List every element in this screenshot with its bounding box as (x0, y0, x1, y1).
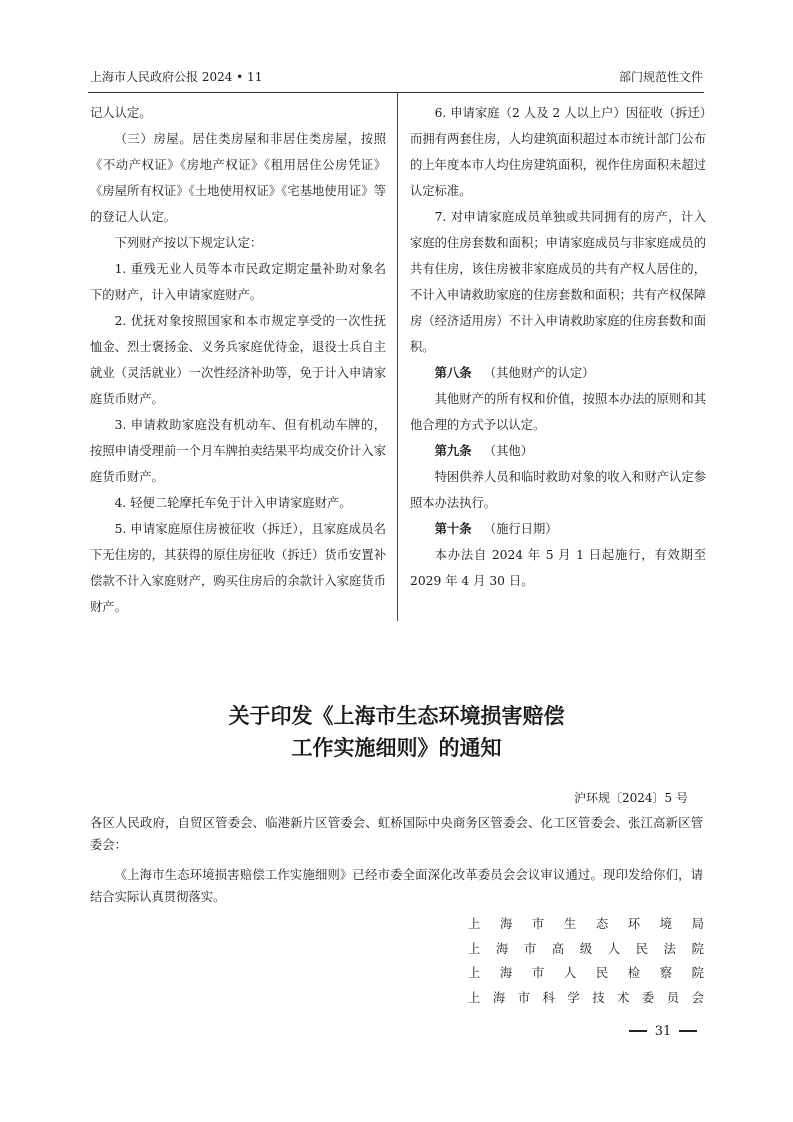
signer-char: 海 (492, 990, 506, 1005)
header-divider (88, 92, 704, 93)
left-column (90, 100, 386, 620)
article-title: （其他） (483, 444, 533, 458)
signer (468, 986, 704, 1011)
signer-char: 海 (499, 917, 513, 931)
notice-title (90, 700, 703, 764)
paragraph: 特困供养人员和临时救助对象的收入和财产认定参照本办法执行。 (410, 470, 706, 510)
paragraph: 6. 申请家庭（2 人及 2 人以上户）因征收（拆迁）而拥有两套住房，人均建筑面积超过本市统计部门公布的上年度本市人均住房建筑面积，视作住房面积未超过认定标准。 (410, 106, 706, 198)
article-title: （其他财产的认定） (483, 366, 595, 380)
signer-char: 员 (666, 990, 680, 1005)
article-heading (410, 516, 706, 542)
notice-paragraph: 《上海市生态环境损害赔偿工作实施细则》已经市委全面深化改革委员会会议审议通过。现印发给你们，请结合实际认真贯彻落实。 (90, 868, 703, 904)
signer-char: 海 (495, 941, 509, 956)
signer-char: 生 (563, 917, 577, 931)
article-label: 第九条 (434, 444, 472, 458)
dash-right (679, 1030, 697, 1032)
signer-char: 委 (641, 990, 655, 1005)
notice-body (90, 812, 703, 908)
signer-char: 科 (542, 990, 555, 1005)
signer-char: 市 (517, 990, 530, 1005)
page-number (622, 1021, 704, 1041)
right-column (410, 100, 706, 594)
signer-char: 察 (659, 966, 673, 980)
article-label: 第十条 (434, 522, 472, 536)
signer-char: 态 (595, 917, 609, 931)
signer-char: 院 (691, 941, 704, 956)
article-label: 第八条 (434, 366, 472, 380)
signer-char: 学 (567, 990, 580, 1005)
header-section: 部门规范性文件 (618, 69, 703, 84)
page-header (90, 66, 703, 86)
header-publication: 上海市人民政府公报 2024 • 11 (90, 69, 263, 84)
recipients: 各区人民政府，自贸区管委会、临港新片区管委会、虹桥国际中央商务区管委会、化工区管委会、张江高新区管委会： (90, 816, 703, 852)
article-title: （施行日期） (483, 522, 558, 536)
signer-char: 上 (468, 941, 481, 956)
article-heading (410, 360, 706, 386)
dash-left (629, 1030, 647, 1032)
signer-char: 民 (635, 941, 649, 956)
signer-char: 会 (691, 990, 704, 1005)
paragraph: 本办法自 2024 年 5 月 1 日起施行，有效期至 2029 年 4 月 30 日。 (410, 548, 706, 588)
notice-title-line: 关于印发《上海市生态环境损害赔偿 (228, 704, 565, 728)
signer-char: 市 (523, 941, 537, 956)
signer-char: 法 (663, 941, 676, 956)
signer-char: 人 (607, 941, 621, 956)
signer-char: 高 (551, 941, 565, 956)
signer-char: 市 (531, 966, 545, 980)
paragraph: 2. 优抚对象按照国家和本市规定享受的一次性抚恤金、烈士褒扬金、义务兵家庭优待金，退役士兵自主就业（灵活就业）一次性经济补助等，免于计入申请家庭货币财产。 (90, 314, 386, 406)
signers (468, 912, 704, 1010)
paragraph: 记人认定。 (90, 106, 152, 120)
signer (468, 937, 704, 962)
document-number: 沪环规〔2024〕5 号 (574, 791, 688, 805)
signer-char: 人 (563, 966, 577, 980)
signer (468, 912, 704, 937)
signer-char: 境 (659, 917, 673, 931)
signer-char: 级 (579, 941, 593, 956)
signer-char: 检 (627, 966, 641, 980)
paragraph: 5. 申请家庭原住房被征收（拆迁），且家庭成员名下无住房的，其获得的原住房征收（拆迁）货币安置补偿款不计入家庭财产，购买住房后的余款计入家庭货币财产。 (90, 522, 386, 614)
column-divider (397, 92, 398, 621)
signer-char: 上 (468, 966, 481, 980)
signer-char: 局 (691, 917, 704, 931)
paragraph: 1. 重残无业人员等本市民政定期定量补助对象名下的财产，计入申请家庭财产。 (90, 262, 386, 302)
paragraph: 7. 对申请家庭成员单独或共同拥有的房产，计入家庭的住房套数和面积；申请家庭成员与非家庭成员的共有住房，该住房被非家庭成员的共有产权人居住的，不计入申请救助家庭的住房套数和面积；共有产权保障房（经济适用房）不计入申请救助家庭的住房套数和面积。 (410, 210, 706, 354)
signer-char: 民 (595, 966, 609, 980)
page-number-value: 31 (654, 1023, 672, 1039)
signer-char: 环 (627, 917, 641, 931)
paragraph: 其他财产的所有权和价值，按照本办法的原则和其他合理的方式予以认定。 (410, 392, 706, 432)
signer (468, 961, 704, 986)
signer-char: 术 (617, 990, 630, 1005)
paragraph: 4. 轻便二轮摩托车免于计入申请家庭财产。 (114, 496, 352, 510)
paragraph: 下列财产按以下规定认定： (114, 236, 263, 250)
paragraph: 3. 申请救助家庭没有机动车、但有机动车牌的，按照申请受理前一个月车牌拍卖结果平均成交价计入家庭货币财产。 (90, 418, 386, 484)
signer-char: 技 (592, 990, 605, 1005)
paragraph: （三）房屋。居住类房屋和非居住类房屋，按照《不动产权证》《房地产权证》《租用居住公房凭证》《房屋所有权证》《土地使用权证》《宅基地使用证》等的登记人认定。 (90, 132, 386, 224)
signer-char: 市 (531, 917, 545, 931)
notice-title-line: 工作实施细则》的通知 (291, 736, 502, 760)
article-heading (410, 438, 706, 464)
signer-char: 院 (691, 966, 704, 980)
signer-char: 上 (468, 917, 481, 931)
signer-char: 上 (468, 990, 481, 1005)
signer-char: 海 (499, 966, 513, 980)
